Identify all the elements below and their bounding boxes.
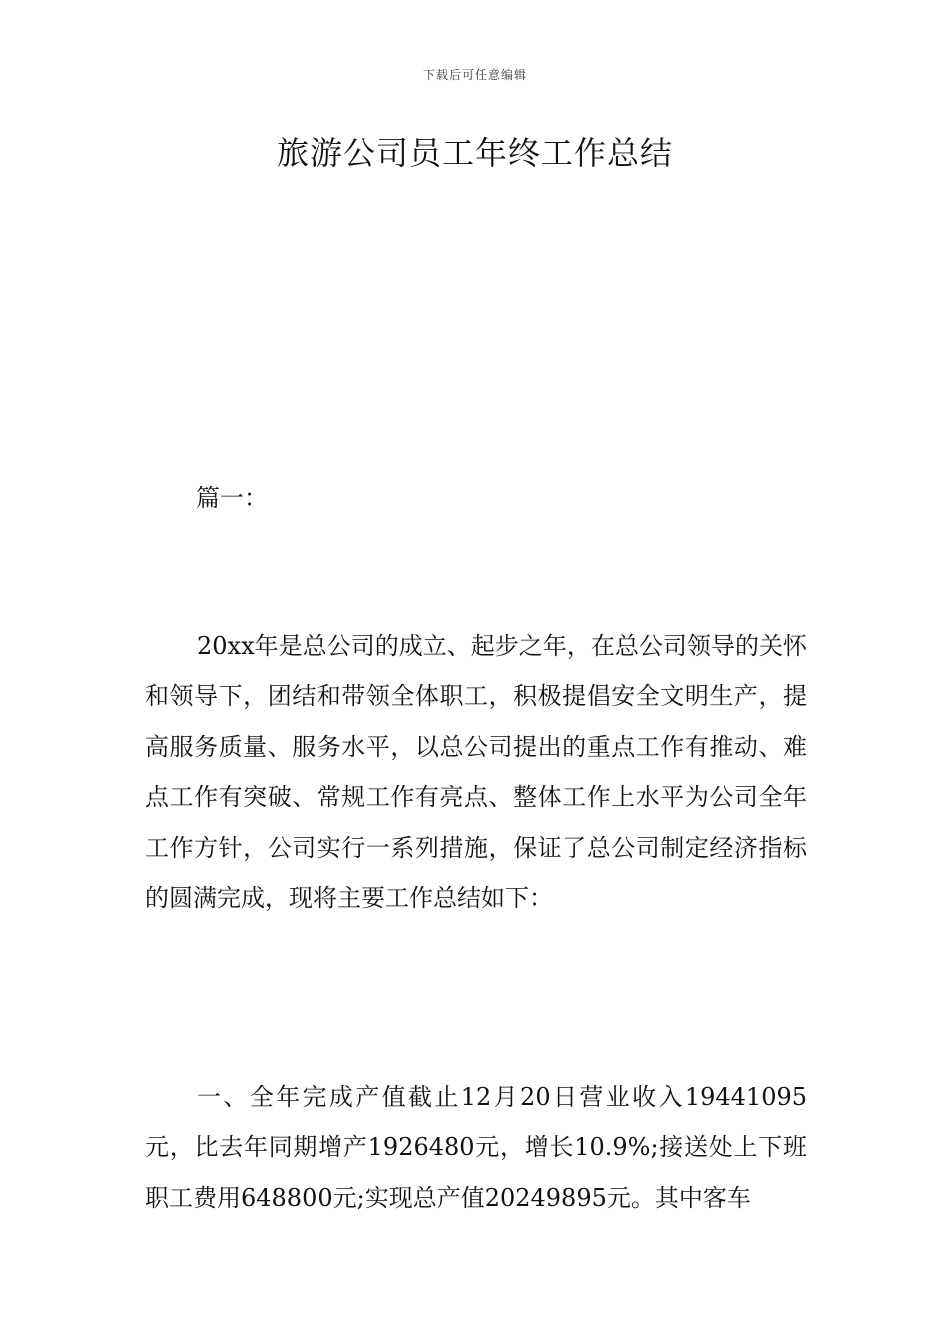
header-note: 下载后可任意编辑 [422,68,527,82]
body-paragraph-1: 20xx年是总公司的成立、起步之年，在总公司领导的关怀和领导下，团结和带领全体职工，积极提倡安全文明生产，提高服务质量、服务水平，以总公司提出的重点工作有推动、难点工作有突破、常规工作有亮点、整体工作上水平为公司全年工作方针，公司实行一系列措施，保证了总公司制定经济指标的圆满完成，现将主要工作总结如下： [145,632,807,913]
document-title: 旅游公司员工年终工作总结 [276,134,673,172]
section-label: 篇一： [196,484,268,512]
body-paragraph-2: 一、全年完成产值截止12月20日营业收入19441095元，比去年同期增产1926480元，增长10.9%;接送处上下班职工费用648800元;实现总产值20249895元。其中客车 [145,1083,807,1212]
